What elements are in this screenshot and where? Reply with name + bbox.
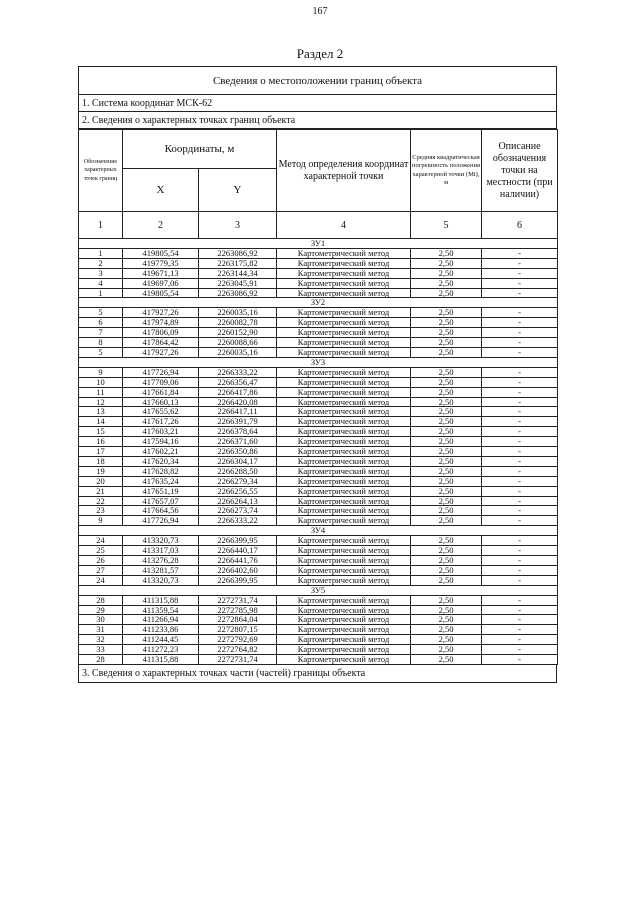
table-row xyxy=(79,655,558,665)
table-row xyxy=(79,575,558,585)
point-id: 14 xyxy=(79,417,123,427)
y-coordinate: 2266333,22 xyxy=(199,516,277,526)
x-coordinate: 413276,28 xyxy=(123,556,199,566)
y-coordinate: 2260082,78 xyxy=(199,318,277,328)
y-coordinate: 2266441,76 xyxy=(199,556,277,566)
table-row xyxy=(79,318,558,328)
description: - xyxy=(482,387,558,397)
description: - xyxy=(482,288,558,298)
table-row xyxy=(79,615,558,625)
x-coordinate: 417594,16 xyxy=(123,437,199,447)
accuracy: 2,50 xyxy=(411,278,482,288)
description: - xyxy=(482,318,558,328)
points-table-body xyxy=(79,239,558,665)
point-id: 28 xyxy=(79,655,123,665)
method: Картометрический метод xyxy=(277,347,411,357)
point-id: 26 xyxy=(79,556,123,566)
accuracy: 2,50 xyxy=(411,635,482,645)
description: - xyxy=(482,367,558,377)
x-coordinate: 411359,54 xyxy=(123,605,199,615)
x-coordinate: 417927,26 xyxy=(123,347,199,357)
y-coordinate: 2266304,17 xyxy=(199,456,277,466)
method: Картометрический метод xyxy=(277,575,411,585)
table-row xyxy=(79,496,558,506)
point-id: 22 xyxy=(79,496,123,506)
method: Картометрический метод xyxy=(277,645,411,655)
column-number: 4 xyxy=(277,212,411,239)
x-coordinate: 413281,57 xyxy=(123,565,199,575)
x-coordinate: 417655,62 xyxy=(123,407,199,417)
point-id: 1 xyxy=(79,248,123,258)
point-id: 15 xyxy=(79,427,123,437)
table-row xyxy=(79,625,558,635)
x-coordinate: 411315,88 xyxy=(123,595,199,605)
table-row xyxy=(79,506,558,516)
description: - xyxy=(482,575,558,585)
y-coordinate: 2266417,11 xyxy=(199,407,277,417)
accuracy: 2,50 xyxy=(411,347,482,357)
y-coordinate: 2263175,82 xyxy=(199,258,277,268)
description: - xyxy=(482,456,558,466)
description: - xyxy=(482,437,558,447)
table-row xyxy=(79,466,558,476)
table-row xyxy=(79,338,558,348)
x-coordinate: 417709,06 xyxy=(123,377,199,387)
y-coordinate: 2263045,91 xyxy=(199,278,277,288)
table-row xyxy=(79,635,558,645)
y-coordinate: 2266440,17 xyxy=(199,546,277,556)
column-number: 3 xyxy=(199,212,277,239)
group-name: ЗУ2 xyxy=(79,298,558,308)
x-coordinate: 419779,35 xyxy=(123,258,199,268)
point-id: 24 xyxy=(79,575,123,585)
method: Картометрический метод xyxy=(277,427,411,437)
accuracy: 2,50 xyxy=(411,565,482,575)
description: - xyxy=(482,466,558,476)
point-id: 19 xyxy=(79,466,123,476)
point-id: 24 xyxy=(79,536,123,546)
description: - xyxy=(482,308,558,318)
y-coordinate: 2260035,16 xyxy=(199,308,277,318)
method: Картометрический метод xyxy=(277,367,411,377)
accuracy: 2,50 xyxy=(411,268,482,278)
accuracy: 2,50 xyxy=(411,615,482,625)
description: - xyxy=(482,278,558,288)
description: - xyxy=(482,605,558,615)
point-id: 2 xyxy=(79,258,123,268)
column-number: 5 xyxy=(411,212,482,239)
column-number-row xyxy=(79,212,558,239)
x-coordinate: 417603,21 xyxy=(123,427,199,437)
x-coordinate: 419671,13 xyxy=(123,268,199,278)
x-coordinate: 417602,21 xyxy=(123,447,199,457)
accuracy: 2,50 xyxy=(411,516,482,526)
x-coordinate: 417726,94 xyxy=(123,516,199,526)
point-id: 5 xyxy=(79,347,123,357)
description: - xyxy=(482,565,558,575)
y-coordinate: 2266417,86 xyxy=(199,387,277,397)
x-coordinate: 417617,26 xyxy=(123,417,199,427)
table-row xyxy=(79,565,558,575)
table-title: Сведения о местоположении границ объекта xyxy=(78,66,557,95)
y-coordinate: 2272792,69 xyxy=(199,635,277,645)
column-number: 1 xyxy=(79,212,123,239)
point-id: 23 xyxy=(79,506,123,516)
x-coordinate: 417726,94 xyxy=(123,367,199,377)
method: Картометрический метод xyxy=(277,516,411,526)
header-y: Y xyxy=(199,169,277,212)
method: Картометрический метод xyxy=(277,338,411,348)
accuracy: 2,50 xyxy=(411,427,482,437)
table-row xyxy=(79,347,558,357)
method: Картометрический метод xyxy=(277,595,411,605)
table-row xyxy=(79,377,558,387)
description: - xyxy=(482,645,558,655)
point-id: 6 xyxy=(79,318,123,328)
method: Картометрический метод xyxy=(277,506,411,516)
point-id: 1 xyxy=(79,288,123,298)
section-title: Раздел 2 xyxy=(296,46,344,61)
table-row xyxy=(79,258,558,268)
header-point-designation: Обозначение характерных точек границ xyxy=(79,130,123,212)
method: Картометрический метод xyxy=(277,248,411,258)
accuracy: 2,50 xyxy=(411,546,482,556)
description: - xyxy=(482,407,558,417)
accuracy: 2,50 xyxy=(411,645,482,655)
table-row xyxy=(79,447,558,457)
table-row xyxy=(79,645,558,655)
accuracy: 2,50 xyxy=(411,506,482,516)
point-id: 33 xyxy=(79,645,123,655)
table-row xyxy=(79,387,558,397)
y-coordinate: 2266288,50 xyxy=(199,466,277,476)
method: Картометрический метод xyxy=(277,377,411,387)
group-header-row xyxy=(79,239,558,249)
part-points-section-label: 3. Сведения о характерных точках части (частей) границы объекта xyxy=(78,665,557,683)
point-id: 28 xyxy=(79,595,123,605)
y-coordinate: 2266279,34 xyxy=(199,476,277,486)
x-coordinate: 411266,94 xyxy=(123,615,199,625)
accuracy: 2,50 xyxy=(411,625,482,635)
point-id: 8 xyxy=(79,338,123,348)
group-header-row xyxy=(79,526,558,536)
y-coordinate: 2266391,79 xyxy=(199,417,277,427)
method: Картометрический метод xyxy=(277,556,411,566)
x-coordinate: 417661,84 xyxy=(123,387,199,397)
description: - xyxy=(482,258,558,268)
method: Картометрический метод xyxy=(277,308,411,318)
y-coordinate: 2266402,60 xyxy=(199,565,277,575)
method: Картометрический метод xyxy=(277,565,411,575)
boundary-table-frame xyxy=(78,66,557,683)
accuracy: 2,50 xyxy=(411,328,482,338)
method: Картометрический метод xyxy=(277,387,411,397)
y-coordinate: 2260152,90 xyxy=(199,328,277,338)
description: - xyxy=(482,447,558,457)
point-id: 12 xyxy=(79,397,123,407)
point-id: 7 xyxy=(79,328,123,338)
accuracy: 2,50 xyxy=(411,655,482,665)
table-row xyxy=(79,605,558,615)
description: - xyxy=(482,536,558,546)
point-id: 29 xyxy=(79,605,123,615)
point-id: 25 xyxy=(79,546,123,556)
x-coordinate: 417664,56 xyxy=(123,506,199,516)
x-coordinate: 417806,09 xyxy=(123,328,199,338)
accuracy: 2,50 xyxy=(411,407,482,417)
y-coordinate: 2272731,74 xyxy=(199,595,277,605)
x-coordinate: 417620,34 xyxy=(123,456,199,466)
x-coordinate: 417651,19 xyxy=(123,486,199,496)
y-coordinate: 2260088,66 xyxy=(199,338,277,348)
table-row xyxy=(79,328,558,338)
description: - xyxy=(482,556,558,566)
point-id: 27 xyxy=(79,565,123,575)
x-coordinate: 417927,26 xyxy=(123,308,199,318)
accuracy: 2,50 xyxy=(411,367,482,377)
description: - xyxy=(482,625,558,635)
description: - xyxy=(482,635,558,645)
column-number: 2 xyxy=(123,212,199,239)
y-coordinate: 2266350,86 xyxy=(199,447,277,457)
method: Картометрический метод xyxy=(277,486,411,496)
column-number: 6 xyxy=(482,212,558,239)
method: Картометрический метод xyxy=(277,536,411,546)
point-id: 18 xyxy=(79,456,123,466)
method: Картометрический метод xyxy=(277,328,411,338)
method: Картометрический метод xyxy=(277,655,411,665)
method: Картометрический метод xyxy=(277,447,411,457)
x-coordinate: 413317,03 xyxy=(123,546,199,556)
points-table xyxy=(78,129,558,665)
description: - xyxy=(482,655,558,665)
table-row xyxy=(79,516,558,526)
x-coordinate: 419805,54 xyxy=(123,288,199,298)
y-coordinate: 2260035,16 xyxy=(199,347,277,357)
accuracy: 2,50 xyxy=(411,486,482,496)
point-id: 17 xyxy=(79,447,123,457)
group-header-row xyxy=(79,298,558,308)
description: - xyxy=(482,546,558,556)
accuracy: 2,50 xyxy=(411,605,482,615)
table-row xyxy=(79,486,558,496)
x-coordinate: 417864,42 xyxy=(123,338,199,348)
description: - xyxy=(482,248,558,258)
group-name: ЗУ1 xyxy=(79,239,558,249)
x-coordinate: 411272,23 xyxy=(123,645,199,655)
point-id: 9 xyxy=(79,516,123,526)
description: - xyxy=(482,397,558,407)
header-coordinates: Координаты, м xyxy=(123,130,277,169)
x-coordinate: 419805,54 xyxy=(123,248,199,258)
accuracy: 2,50 xyxy=(411,377,482,387)
x-coordinate: 411233,86 xyxy=(123,625,199,635)
accuracy: 2,50 xyxy=(411,447,482,457)
y-coordinate: 2266333,22 xyxy=(199,367,277,377)
method: Картометрический метод xyxy=(277,268,411,278)
table-row xyxy=(79,556,558,566)
y-coordinate: 2266264,13 xyxy=(199,496,277,506)
point-id: 21 xyxy=(79,486,123,496)
table-row xyxy=(79,437,558,447)
accuracy: 2,50 xyxy=(411,437,482,447)
x-coordinate: 417657,07 xyxy=(123,496,199,506)
x-coordinate: 417635,24 xyxy=(123,476,199,486)
table-row xyxy=(79,268,558,278)
y-coordinate: 2272864,04 xyxy=(199,615,277,625)
table-row xyxy=(79,248,558,258)
y-coordinate: 2266273,74 xyxy=(199,506,277,516)
accuracy: 2,50 xyxy=(411,466,482,476)
table-row xyxy=(79,427,558,437)
point-id: 9 xyxy=(79,367,123,377)
header-method: Метод определения координат характерной точки xyxy=(277,130,411,212)
x-coordinate: 419697,06 xyxy=(123,278,199,288)
description: - xyxy=(482,506,558,516)
table-row xyxy=(79,536,558,546)
method: Картометрический метод xyxy=(277,318,411,328)
y-coordinate: 2272807,15 xyxy=(199,625,277,635)
group-header-row xyxy=(79,357,558,367)
description: - xyxy=(482,417,558,427)
accuracy: 2,50 xyxy=(411,258,482,268)
x-coordinate: 411315,88 xyxy=(123,655,199,665)
accuracy: 2,50 xyxy=(411,536,482,546)
header-x: X xyxy=(123,169,199,212)
accuracy: 2,50 xyxy=(411,496,482,506)
point-id: 30 xyxy=(79,615,123,625)
description: - xyxy=(482,615,558,625)
method: Картометрический метод xyxy=(277,615,411,625)
method: Картометрический метод xyxy=(277,278,411,288)
description: - xyxy=(482,516,558,526)
description: - xyxy=(482,595,558,605)
method: Картометрический метод xyxy=(277,456,411,466)
method: Картометрический метод xyxy=(277,258,411,268)
accuracy: 2,50 xyxy=(411,575,482,585)
accuracy: 2,50 xyxy=(411,308,482,318)
method: Картометрический метод xyxy=(277,635,411,645)
x-coordinate: 413320,73 xyxy=(123,536,199,546)
coordinate-system-row: 1. Система координат МСК-62 xyxy=(78,95,557,112)
point-id: 3 xyxy=(79,268,123,278)
group-name: ЗУ5 xyxy=(79,585,558,595)
page-number: 167 xyxy=(312,6,328,17)
x-coordinate: 417660,13 xyxy=(123,397,199,407)
y-coordinate: 2266399,95 xyxy=(199,536,277,546)
description: - xyxy=(482,476,558,486)
accuracy: 2,50 xyxy=(411,338,482,348)
y-coordinate: 2272731,74 xyxy=(199,655,277,665)
method: Картометрический метод xyxy=(277,476,411,486)
y-coordinate: 2266420,08 xyxy=(199,397,277,407)
y-coordinate: 2266371,60 xyxy=(199,437,277,447)
table-row xyxy=(79,308,558,318)
method: Картометрический метод xyxy=(277,496,411,506)
point-id: 31 xyxy=(79,625,123,635)
x-coordinate: 411244,45 xyxy=(123,635,199,645)
table-row xyxy=(79,476,558,486)
accuracy: 2,50 xyxy=(411,595,482,605)
table-row xyxy=(79,546,558,556)
x-coordinate: 417974,89 xyxy=(123,318,199,328)
accuracy: 2,50 xyxy=(411,556,482,566)
table-row xyxy=(79,595,558,605)
point-id: 5 xyxy=(79,308,123,318)
table-row xyxy=(79,278,558,288)
description: - xyxy=(482,338,558,348)
group-name: ЗУ3 xyxy=(79,357,558,367)
y-coordinate: 2266399,95 xyxy=(199,575,277,585)
table-row xyxy=(79,456,558,466)
method: Картометрический метод xyxy=(277,466,411,476)
accuracy: 2,50 xyxy=(411,476,482,486)
point-id: 16 xyxy=(79,437,123,447)
description: - xyxy=(482,496,558,506)
point-id: 11 xyxy=(79,387,123,397)
point-id: 13 xyxy=(79,407,123,417)
accuracy: 2,50 xyxy=(411,456,482,466)
x-coordinate: 417628,82 xyxy=(123,466,199,476)
table-row xyxy=(79,397,558,407)
method: Картометрический метод xyxy=(277,407,411,417)
points-section-label: 2. Сведения о характерных точках границ объекта xyxy=(78,112,557,129)
table-row xyxy=(79,417,558,427)
y-coordinate: 2263086,92 xyxy=(199,248,277,258)
table-row xyxy=(79,367,558,377)
description: - xyxy=(482,377,558,387)
y-coordinate: 2272764,82 xyxy=(199,645,277,655)
point-id: 32 xyxy=(79,635,123,645)
method: Картометрический метод xyxy=(277,605,411,615)
group-name: ЗУ4 xyxy=(79,526,558,536)
table-row xyxy=(79,407,558,417)
point-id: 4 xyxy=(79,278,123,288)
description: - xyxy=(482,328,558,338)
method: Картометрический метод xyxy=(277,417,411,427)
y-coordinate: 2266256,55 xyxy=(199,486,277,496)
y-coordinate: 2263144,34 xyxy=(199,268,277,278)
description: - xyxy=(482,268,558,278)
description: - xyxy=(482,347,558,357)
description: - xyxy=(482,427,558,437)
accuracy: 2,50 xyxy=(411,387,482,397)
header-accuracy: Средняя квадратическая погрешность положения характерной точки (Mt), м xyxy=(411,130,482,212)
point-id: 20 xyxy=(79,476,123,486)
method: Картометрический метод xyxy=(277,625,411,635)
x-coordinate: 413320,73 xyxy=(123,575,199,585)
method: Картометрический метод xyxy=(277,288,411,298)
y-coordinate: 2263086,92 xyxy=(199,288,277,298)
method: Картометрический метод xyxy=(277,546,411,556)
method: Картометрический метод xyxy=(277,397,411,407)
accuracy: 2,50 xyxy=(411,318,482,328)
method: Картометрический метод xyxy=(277,437,411,447)
accuracy: 2,50 xyxy=(411,397,482,407)
y-coordinate: 2266356,47 xyxy=(199,377,277,387)
y-coordinate: 2272785,98 xyxy=(199,605,277,615)
description: - xyxy=(482,486,558,496)
header-description: Описание обозначения точки на местности (при наличии) xyxy=(482,130,558,212)
point-id: 10 xyxy=(79,377,123,387)
accuracy: 2,50 xyxy=(411,417,482,427)
accuracy: 2,50 xyxy=(411,288,482,298)
group-header-row xyxy=(79,585,558,595)
accuracy: 2,50 xyxy=(411,248,482,258)
y-coordinate: 2266378,64 xyxy=(199,427,277,437)
table-row xyxy=(79,288,558,298)
